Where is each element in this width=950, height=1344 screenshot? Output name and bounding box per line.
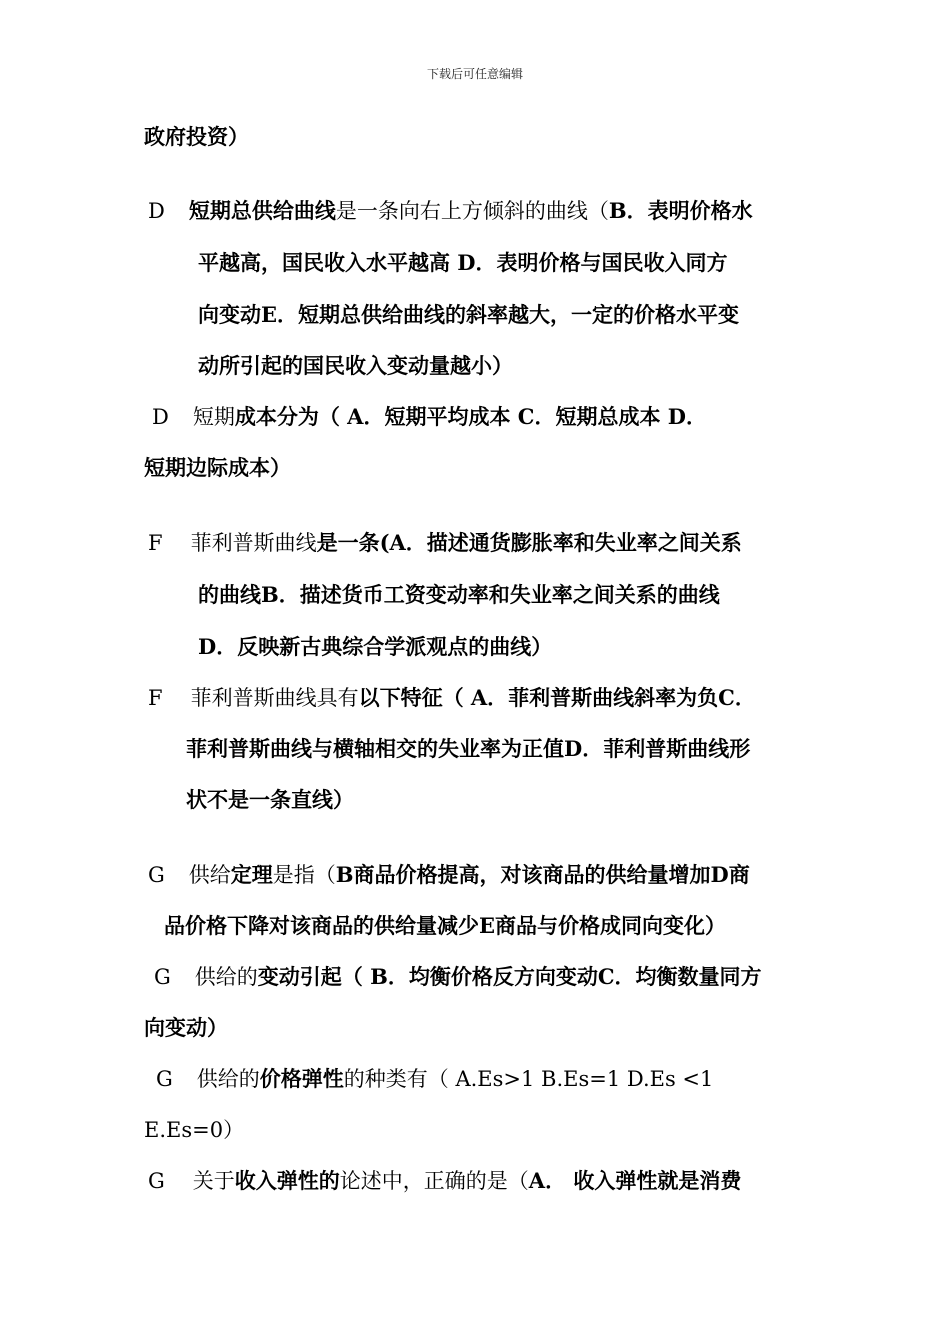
text-segment: 成本分为（ A．短期平均成本 C．短期总成本 D． [234,404,707,429]
text-segment: 向变动） [144,1015,228,1040]
text-line [186,785,354,815]
text-segment: B．表明价格水 [608,198,753,223]
text-segment: 变动引起（ B．均衡价格反方向变动C．均衡数量同方 [257,964,762,989]
text-line [144,453,291,483]
text-line [156,1064,713,1094]
text-segment: 状不是一条直线） [186,787,354,812]
text-line [154,962,762,992]
text-segment: 是指（ [272,863,336,887]
text-line [148,1166,741,1196]
text-segment: G [154,965,171,989]
text-line [148,683,756,713]
text-segment: 是一条向右上方倾斜的曲线（ [335,199,609,223]
text-segment: F [148,531,163,555]
text-line [144,1115,244,1145]
text-segment: 以下特征（ A．菲利普斯曲线斜率为负C． [358,685,756,710]
text-segment: 向变动E．短期总供给曲线的斜率越大，一定的价格水平变 [198,302,740,327]
text-line [152,402,707,432]
text-segment: 政府投资） [144,124,249,149]
text-line [198,248,728,278]
text-line [198,580,720,610]
text-segment: 菲利普斯曲线 [190,531,317,555]
text-segment: 菲利普斯曲线具有 [190,686,359,710]
text-segment: 论述中，正确的是（ [339,1169,529,1193]
text-segment: D．反映新古典综合学派观点的曲线） [198,634,553,659]
text-segment: 供给的 [196,1067,260,1091]
text-segment: 平越高，国民收入水平越高 D．表明价格与国民收入同方 [198,250,728,275]
text-segment: E.Es=0） [144,1118,245,1142]
text-line [144,122,249,152]
text-segment: A． 收入弹性就是消费 [528,1168,742,1193]
text-segment: 短期边际成本） [144,455,291,480]
text-segment: 定理 [230,862,273,887]
text-segment: 品价格下降对该商品的供给量减少E商品与价格成同向变化） [164,913,727,938]
text-segment: 关于 [192,1169,235,1193]
text-segment: G [156,1067,173,1091]
text-line [148,528,742,558]
text-line [148,196,753,226]
text-segment: 短期 [192,405,235,429]
text-segment: D [152,405,169,429]
text-segment: 是一条(A．描述通货膨胀率和失业率之间关系 [316,530,742,555]
text-line [198,632,552,662]
text-segment: F [148,686,163,710]
text-line [198,300,739,330]
page-header: 下载后可任意编辑 [426,67,523,81]
text-segment: 供给的 [194,965,258,989]
text-segment: 供给 [188,863,231,887]
text-line [148,860,750,890]
text-line [198,351,513,381]
text-segment: G [148,863,165,887]
text-segment: B商品价格提高，对该商品的供给量增加D商 [335,862,750,887]
text-segment: 短期总供给曲线 [188,198,336,223]
text-segment: 动所引起的国民收入变动量越小） [198,353,513,378]
text-line [164,911,726,941]
text-line [144,1013,228,1043]
text-line [186,734,750,764]
text-segment: D [148,199,165,223]
text-segment: 的种类有（ A.Es>1 B.Es=1 D.Es <1 [343,1067,714,1091]
text-segment: G [148,1169,165,1193]
text-segment: 价格弹性 [259,1066,344,1091]
text-segment: 的曲线B．描述货币工资变动率和失业率之间关系的曲线 [198,582,720,607]
text-segment: 菲利普斯曲线与横轴相交的失业率为正值D．菲利普斯曲线形 [186,736,751,761]
text-segment: 收入弹性的 [234,1168,340,1193]
